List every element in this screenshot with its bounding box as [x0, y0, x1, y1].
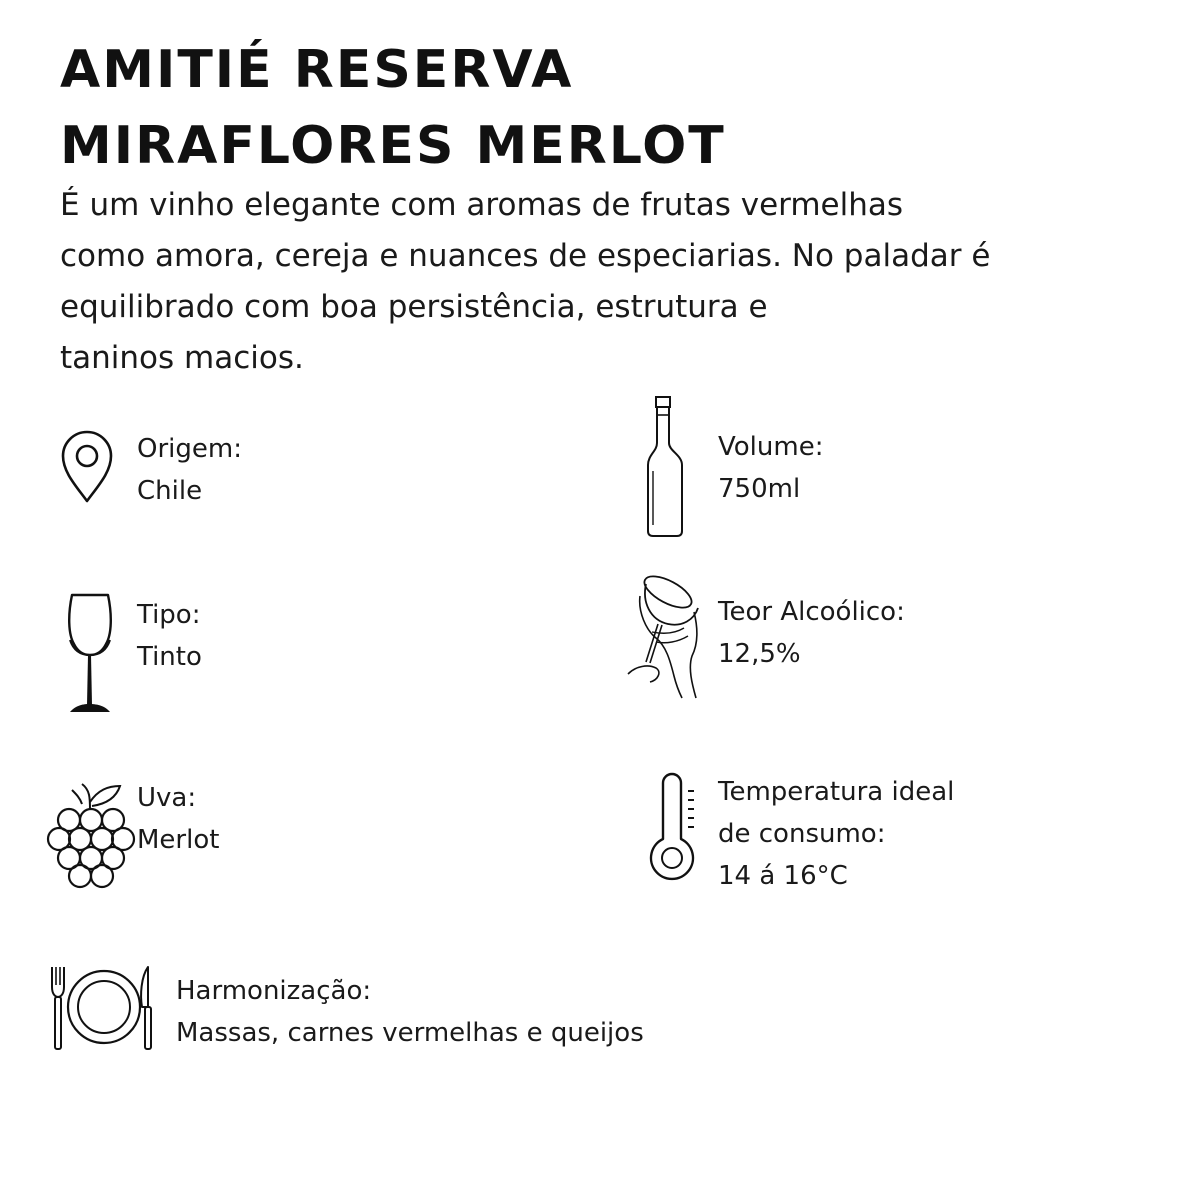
wine-title — [60, 32, 1140, 184]
wine-glass-icon — [66, 592, 114, 716]
hand-holding-glass-icon — [622, 572, 706, 700]
thermometer-icon — [648, 773, 698, 891]
wine-title-line-1: AMITIÉ RESERVA — [60, 40, 574, 100]
volume-info — [718, 426, 823, 510]
origin-info — [137, 428, 242, 512]
pairing-value: Massas, carnes vermelhas e queijos — [176, 1018, 644, 1048]
grape-value: Merlot — [137, 825, 220, 855]
grape-info — [137, 777, 219, 861]
alcohol-info — [718, 591, 905, 675]
description-line-1: É um vinho elegante com aromas de frutas vermelhas — [60, 187, 904, 223]
pairing-info — [176, 970, 644, 1054]
temperature-info — [718, 771, 954, 897]
wine-description — [60, 180, 1150, 384]
volume-label: Volume: — [718, 432, 824, 462]
plate-cutlery-icon — [48, 965, 158, 1053]
temperature-value: 14 á 16°C — [718, 861, 848, 891]
type-value: Tinto — [137, 642, 202, 672]
pairing-label: Harmonização: — [176, 976, 372, 1006]
alcohol-label: Teor Alcoólico: — [718, 597, 905, 627]
description-line-4: taninos macios. — [60, 340, 304, 376]
type-info — [137, 594, 202, 678]
type-label: Tipo: — [137, 600, 201, 630]
temperature-label-line-2: de consumo: — [718, 819, 886, 849]
wine-title-line-2: MIRAFLORES MERLOT — [60, 116, 726, 176]
grapes-icon — [46, 780, 136, 892]
description-line-3: equilibrado com boa persistência, estrutura e — [60, 289, 768, 325]
description-line-2: como amora, cereja e nuances de especiarias. No paladar é — [60, 238, 991, 274]
origin-value: Chile — [137, 476, 203, 506]
temperature-label-line-1: Temperatura ideal — [718, 777, 955, 807]
wine-bottle-icon — [640, 395, 690, 540]
map-pin-icon — [58, 428, 116, 504]
alcohol-value: 12,5% — [718, 639, 801, 669]
volume-value: 750ml — [718, 474, 801, 504]
origin-label: Origem: — [137, 434, 242, 464]
grape-label: Uva: — [137, 783, 197, 813]
